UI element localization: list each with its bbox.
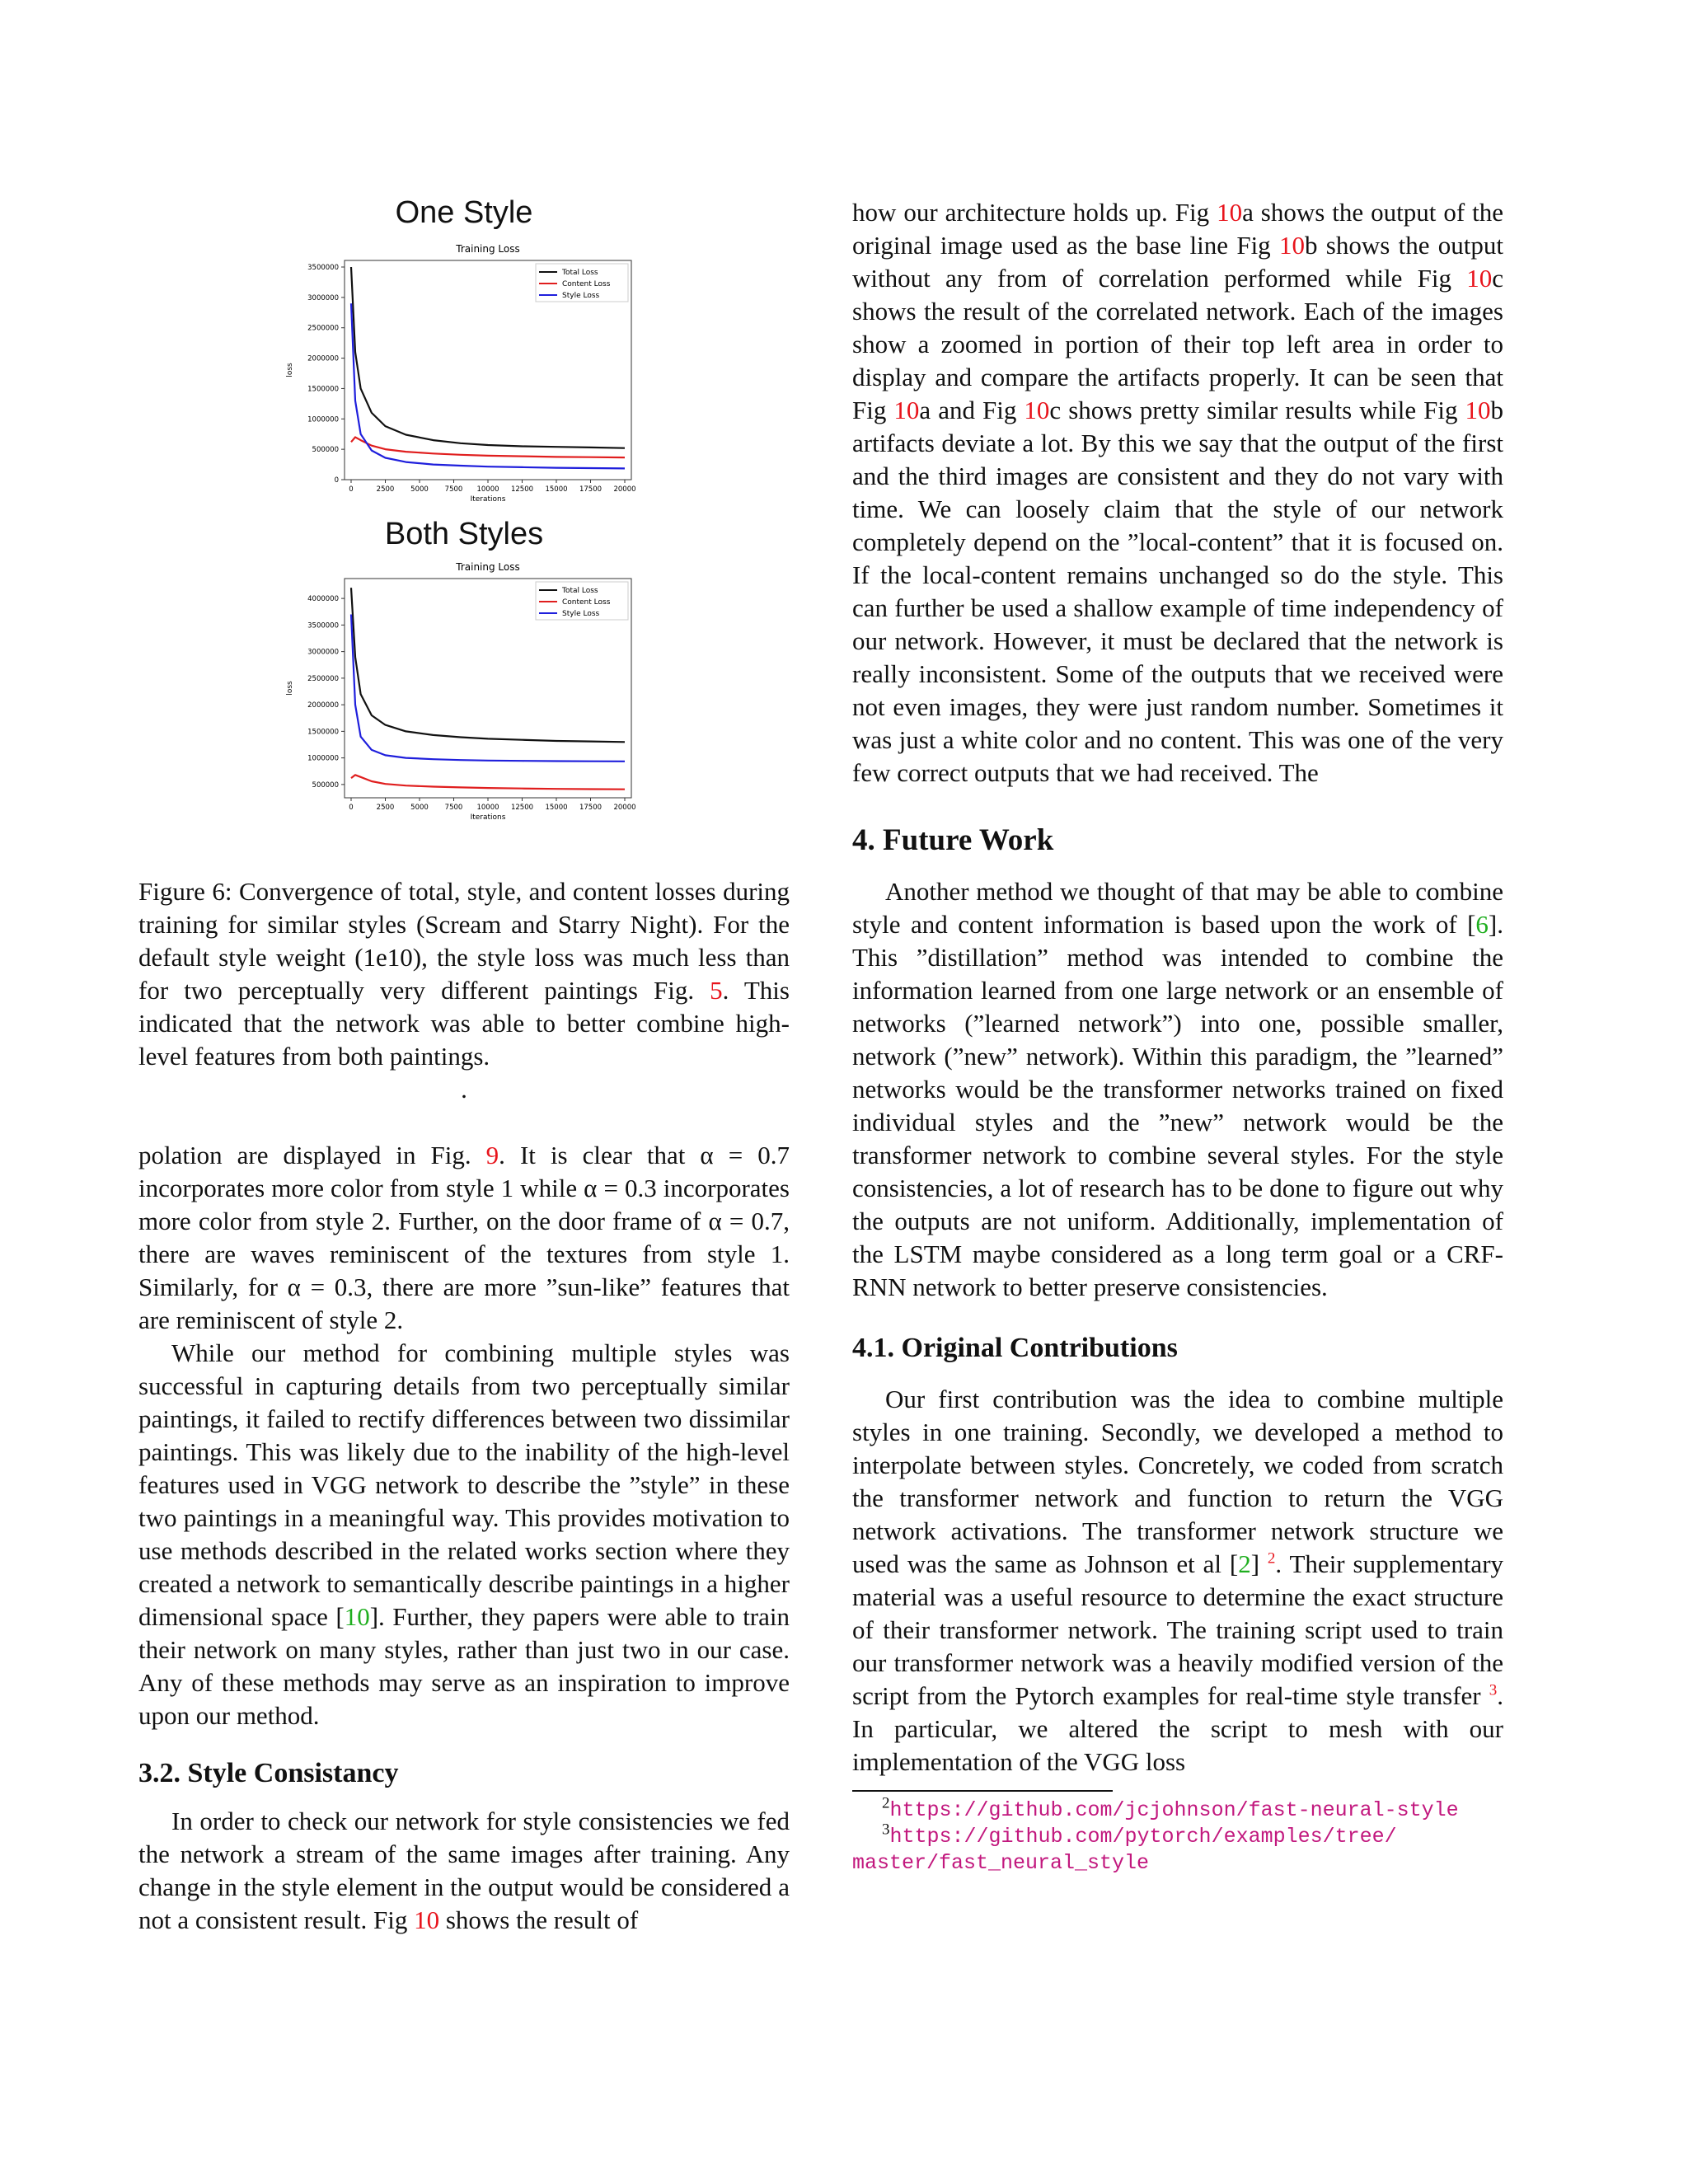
caption-dot: .: [461, 1075, 467, 1104]
legend-label: Content Loss: [562, 280, 611, 288]
citation-6[interactable]: 6: [1475, 910, 1489, 939]
fig-ref-9[interactable]: 9: [485, 1141, 499, 1169]
footnote-number: 2: [882, 1794, 890, 1812]
legend-label: Style Loss: [562, 292, 600, 300]
y-tick-label: 1000000: [307, 754, 339, 763]
text: how our architecture holds up. Fig: [852, 198, 1217, 227]
text: polation are displayed in Fig.: [138, 1141, 486, 1169]
footnote-2: [852, 1794, 1503, 1823]
x-tick-label: 17500: [579, 485, 603, 494]
text: . It is clear that α = 0.7 incorporates more color from style 1 while α = 0.3 incorporates more color from style 2. Further, on the door frame of α = 0.7, there are waves reminiscent of the textures from style 1. Similarly, for α = 0.3, there are more ”sun-like” features that are reminiscent of style 2.: [138, 1141, 790, 1334]
text: While our method for combining multiple styles was successful in capturing details from two perceptually similar paintings, it failed to rectify differences between two dissimilar paintings. This was likely due to the inability of the high-level features used in VGG network to describe the ”style” in these two paintings in a meaningful way. This provides motivation to use methods described in the related works section where they created a network to semantically describe paintings in a higher dimensional space [: [138, 1338, 790, 1631]
legend-label: Total Loss: [562, 269, 598, 277]
y-tick-label: 500000: [312, 780, 339, 790]
chart1-title: One Style: [395, 195, 533, 230]
fig-ref-10c[interactable]: 10: [1024, 396, 1050, 424]
text: b shows the output without any from of correlation performed while Fig: [852, 231, 1503, 293]
text: . Their supplementary material was a useful resource to determine the exact structure of their transformer network. The training script used to train our transformer network was a heavily modified version of the script from the Pytorch examples for real-time style transfer: [852, 1549, 1504, 1710]
y-axis-label: loss: [286, 681, 294, 696]
footnote-rule: [852, 1790, 1113, 1792]
text: c shows pretty similar results while Fig: [1049, 396, 1465, 424]
x-tick-label: 0: [349, 485, 354, 494]
chart-title: Training Loss: [456, 243, 520, 255]
x-tick-label: 7500: [444, 804, 463, 812]
text: b artifacts deviate a lot. By this we say that the output of the first and the third images are consistent and they do not vary with time. We can loosely claim that the style of our network completely depend on the ”local-content” that it is focused on. If the local-content remains unchanged so do the style. This can further be used a shallow example of time independency of our network. However, it must be declared that the network is really inconsistent. Some of the outputs that we received were not even images, they were just random number. Sometimes it was just a white color and no content. This was one of the very few correct outputs that we had received. The: [852, 396, 1504, 787]
series-line-content-loss: [351, 775, 625, 789]
y-tick-label: 1000000: [307, 415, 339, 424]
legend-label: Content Loss: [562, 598, 611, 607]
text: c shows the result of the correlated network. Each of the images show a zoomed in portion of their top left area in order to display and compare the artifacts properly. It can be seen that Fig: [852, 264, 1503, 424]
fig-ref-10a[interactable]: 10: [1217, 198, 1243, 227]
x-tick-label: 0: [349, 804, 354, 812]
citation-2[interactable]: 2: [1238, 1549, 1251, 1578]
left-column: [138, 196, 790, 1937]
footnote-link-3[interactable]: https://github.com/pytorch/examples/tree/: [889, 1825, 1397, 1849]
text: shows the result of: [439, 1905, 639, 1934]
text: ]. This ”distillation” method was intended to combine the information learned from one large network or an ensemble of networks (”learned network”) into one, possible smaller, network (”new” network). Within this paradigm, the ”learned” networks would be the transformer networks trained on fixed individual styles and the ”new” network would be the transformer network to combine several styles. For the style consistencies, a lot of research has to be done to figure out why the outputs are not uniform. Additionally, implementation of the LSTM maybe considered as a long term goal or a CRF-RNN network to better preserve consistencies.: [852, 910, 1503, 1301]
x-tick-label: 12500: [510, 804, 534, 812]
paragraph-interpolation: [138, 1139, 790, 1337]
x-tick-label: 2500: [376, 804, 395, 812]
text: a and Fig: [919, 396, 1025, 424]
y-tick-label: 3500000: [307, 621, 339, 630]
y-tick-label: 2000000: [307, 354, 339, 363]
right-column: [852, 196, 1503, 1876]
paragraph-contributions: [852, 1383, 1503, 1779]
chart-one-style: [138, 236, 790, 523]
figure-6-caption: [138, 875, 790, 1073]
fig-ref-10c[interactable]: 10: [1466, 264, 1493, 293]
y-tick-label: 1500000: [307, 728, 339, 737]
y-tick-label: 1500000: [307, 385, 339, 394]
footnote-3: [852, 1823, 1503, 1849]
text: Our first contribution was the idea to combine multiple styles in one training. Secondly, we developed a method to interpolate between styles. Concretely, we coded from scratch the transformer network and function to return the VGG network activations. The transformer network structure we used was the same as Johnson et al [: [852, 1385, 1503, 1578]
paragraph-future-work: [852, 875, 1503, 1304]
footnote-number: 3: [882, 1821, 890, 1839]
series-line-style-loss: [351, 303, 625, 468]
caption-text-end: . This indicated that the network was able to better combine high-level features from both paintings.: [138, 976, 790, 1071]
x-tick-label: 20000: [613, 485, 636, 494]
y-tick-label: 500000: [312, 446, 339, 455]
legend-label: Total Loss: [562, 587, 598, 595]
y-axis-label: loss: [286, 363, 294, 377]
y-tick-label: 3000000: [307, 293, 339, 302]
paragraph-style-consistency: [138, 1805, 790, 1937]
legend-label: Style Loss: [562, 610, 600, 618]
x-tick-label: 10000: [476, 485, 499, 494]
chart2-title: Both Styles: [384, 517, 544, 551]
y-tick-label: 2000000: [307, 701, 339, 710]
text: . In particular, we altered the script to mesh with our implementation of the VGG loss: [852, 1681, 1503, 1776]
paragraph-method-discussion: [138, 1337, 790, 1732]
x-tick-label: 15000: [545, 485, 568, 494]
text: Another method we thought of that may be able to combine style and content information is based upon the work of [: [852, 877, 1503, 939]
text: In order to check our network for style consistencies we fed the network a stream of the same images after training. Any change in the style element in the output would be considered a not a consistent result. Fig: [138, 1807, 790, 1934]
text: ]. Further, they papers were able to train their network on many styles, rather than just two in our case. Any of these methods may serve as an inspiration to improve upon our method.: [138, 1602, 790, 1730]
heading-style-consistancy: 3.2. Style Consistancy: [138, 1758, 399, 1788]
y-tick-label: 2500000: [307, 324, 339, 333]
x-axis-label: Iterations: [470, 495, 506, 504]
x-tick-label: 5000: [410, 804, 429, 812]
chart-title: Training Loss: [456, 561, 520, 573]
footnote-3-cont: [852, 1849, 1503, 1876]
y-tick-label: 2500000: [307, 674, 339, 683]
fig-ref-10a[interactable]: 10: [893, 396, 920, 424]
chart-both-styles: [138, 554, 790, 841]
text: a shows the output of the original image used as the base line Fig: [852, 198, 1503, 260]
footnote-marker-2[interactable]: 2: [1267, 1549, 1276, 1568]
heading-future-work: 4. Future Work: [852, 823, 1054, 857]
footnote-marker-3[interactable]: 3: [1489, 1681, 1498, 1699]
y-tick-label: 3000000: [307, 648, 339, 657]
x-tick-label: 12500: [510, 485, 534, 494]
caption-fig-ref[interactable]: 5: [710, 976, 723, 1005]
fig-ref-10[interactable]: 10: [414, 1905, 440, 1934]
x-tick-label: 7500: [444, 485, 463, 494]
y-tick-label: 0: [334, 476, 339, 485]
fig-ref-10b[interactable]: 10: [1278, 231, 1305, 260]
x-tick-label: 5000: [410, 485, 429, 494]
y-tick-label: 3500000: [307, 264, 339, 272]
caption-text: Figure 6: Convergence of total, style, and content losses during training for similar styles (Scream and Starry Night). For the default style weight (1e10), the style loss was much less than for two perceptually very different paintings Fig.: [138, 877, 790, 1005]
heading-original-contributions: 4.1. Original Contributions: [852, 1333, 1178, 1363]
x-axis-label: Iterations: [470, 813, 506, 822]
x-tick-label: 15000: [545, 804, 568, 812]
footnotes: [852, 1794, 1503, 1876]
text: ]: [1250, 1549, 1268, 1578]
x-tick-label: 2500: [376, 485, 395, 494]
footnote-link-3-cont[interactable]: master/fast_neural_style: [852, 1851, 1150, 1875]
footnote-link-2[interactable]: https://github.com/jcjohnson/fast-neural-style: [889, 1798, 1459, 1822]
x-tick-label: 10000: [476, 804, 499, 812]
x-tick-label: 20000: [613, 804, 636, 812]
citation-10[interactable]: 10: [344, 1602, 370, 1631]
x-tick-label: 17500: [579, 804, 603, 812]
fig-ref-10b[interactable]: 10: [1465, 396, 1491, 424]
y-tick-label: 4000000: [307, 595, 339, 604]
paragraph-architecture: [852, 196, 1503, 790]
